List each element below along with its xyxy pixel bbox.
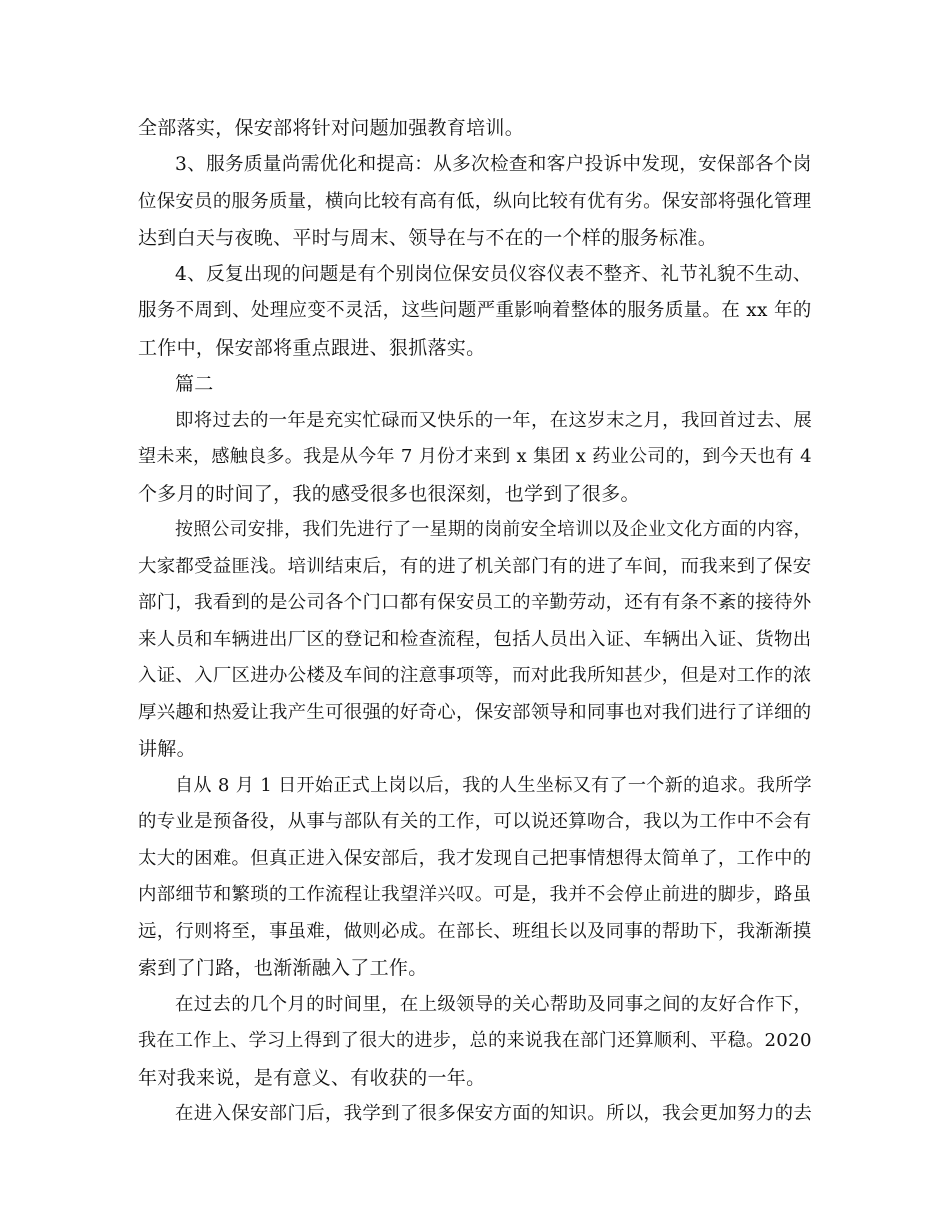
text-line: 讲解。 (138, 738, 196, 760)
text-line: 部门，我看到的是公司各个门口都有保安员工的辛勤劳动，还有有条不紊的接待外 (138, 592, 812, 613)
text-line: 内部细节和繁琐的工作流程让我望洋兴叹。可是，我并不会停止前进的脚步，路虽 (138, 884, 812, 905)
text-line: 入证、入厂区进办公楼及车间的注意事项等，而对此我所知甚少，但是对工作的浓 (138, 665, 812, 686)
text-line: 全部落实，保安部将针对问题加强教育培训。 (138, 117, 525, 139)
text-line: 达到白天与夜晚、平时与周末、领导在与不在的一个样的服务标准。 (138, 227, 718, 249)
text-line: 远，行则将至，事虽难，做则必成。在部长、班组长以及同事的帮助下，我渐渐摸 (138, 921, 812, 942)
text-line: 的专业是预备役，从事与部队有关的工作，可以说还算吻合，我以为工作中不会有 (138, 811, 812, 832)
text-line: 来人员和车辆进出厂区的登记和检查流程，包括人员出入证、车辆出入证、货物出 (138, 629, 812, 650)
text-line: 自从 8 月 1 日开始正式上岗以后，我的人生坐标又有了一个新的追求。我所学 (175, 775, 812, 796)
text-line: 索到了门路，也渐渐融入了工作。 (138, 957, 428, 979)
text-line: 太大的困难。但真正进入保安部后，我才发现自己把事情想得太简单了，工作中的 (138, 848, 812, 869)
text-line: 工作中，保安部将重点跟进、狠抓落实。 (138, 337, 486, 359)
text-line: 我在工作上、学习上得到了很大的进步，总的来说我在部门还算顺利、平稳。2020 (138, 1030, 812, 1051)
section-heading: 篇二 (175, 373, 214, 395)
text-line: 厚兴趣和热爱让我产生可很强的好奇心，保安部领导和同事也对我们进行了详细的 (138, 702, 812, 723)
text-line: 3、服务质量尚需优化和提高：从多次检查和客户投诉中发现，安保部各个岗 (175, 154, 812, 175)
text-line: 望未来，感触良多。我是从今年 7 月份才来到 x 集团 x 药业公司的，到今天也有 4 (138, 446, 812, 467)
text-line: 位保安员的服务质量，横向比较有高有低，纵向比较有优有劣。保安部将强化管理 (138, 191, 812, 212)
text-line: 按照公司安排，我们先进行了一星期的岗前安全培训以及企业文化方面的内容， (175, 519, 812, 540)
text-line: 在过去的几个月的时间里，在上级领导的关心帮助及同事之间的友好合作下， (175, 994, 813, 1015)
text-line: 服务不周到、处理应变不灵活，这些问题严重影响着整体的服务质量。在 xx 年的 (138, 300, 812, 321)
text-line: 个多月的时间了，我的感受很多也很深刻，也学到了很多。 (138, 483, 640, 505)
text-line: 大家都受益匪浅。培训结束后，有的进了机关部门有的进了车间，而我来到了保安 (138, 556, 812, 577)
text-line: 4、反复出现的问题是有个别岗位保安员仪容仪表不整齐、礼节礼貌不生动、 (175, 264, 812, 285)
text-line: 年对我来说，是有意义、有收获的一年。 (138, 1067, 486, 1089)
text-line: 在进入保安部门后，我学到了很多保安方面的知识。所以，我会更加努力的去 (175, 1103, 813, 1124)
text-line: 即将过去的一年是充实忙碌而又快乐的一年，在这岁末之月，我回首过去、展 (175, 410, 813, 431)
